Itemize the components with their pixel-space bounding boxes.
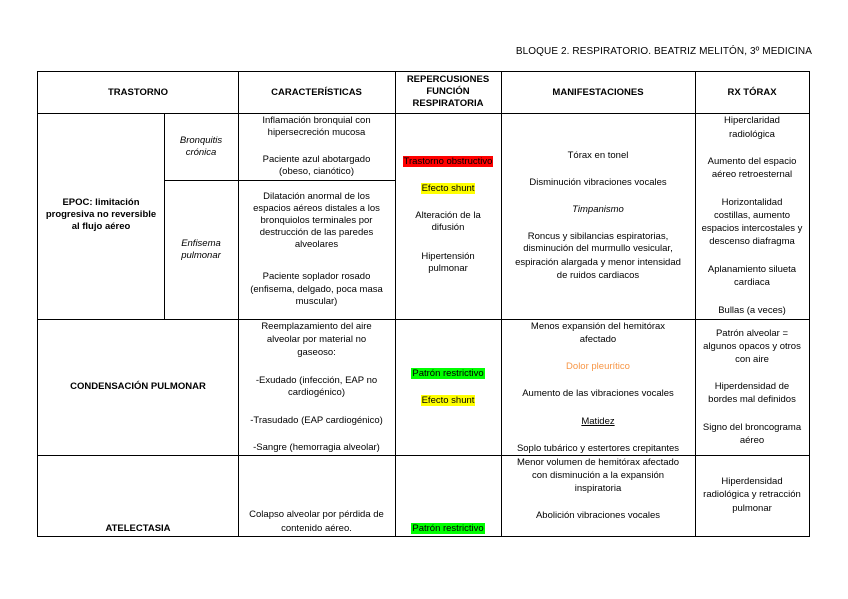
atelectasia-car: Colapso alveolar por pérdida de <box>249 509 384 520</box>
atelectasia-rx: radiológica y retracción <box>703 489 801 500</box>
enfisema-name: Enfisema <box>181 238 221 249</box>
col-header-rx: RX TÓRAX <box>727 87 777 98</box>
condensacion-man-matidez: Matidez <box>581 416 615 427</box>
epoc-name: al flujo aéreo <box>71 221 131 232</box>
epoc-name: progresiva no reversible <box>45 209 157 220</box>
epoc-rep: Alteración de la <box>415 210 481 221</box>
atelectasia-man: inspiratoria <box>574 483 622 494</box>
highlight-green: Patrón restrictivo <box>412 368 484 379</box>
epoc-rx: radiológica <box>729 129 775 140</box>
condensacion-car: -Trasudado (EAP cardiogénico) <box>250 415 383 426</box>
bronquitis-car: Paciente azul abotargado <box>262 154 371 165</box>
enfisema-car: muscular) <box>295 296 338 307</box>
epoc-man: Tórax en tonel <box>567 150 629 161</box>
atelectasia-rx: Hiperdensidad <box>721 476 783 487</box>
epoc-rx: Horizontalidad <box>721 197 783 208</box>
enfisema-car: (enfisema, delgado, poca masa <box>250 284 383 295</box>
epoc-name: EPOC: limitación <box>62 197 140 208</box>
condensacion-man-pleuritico: Dolor pleurítico <box>566 361 630 372</box>
condensacion-rx: Hiperdensidad de <box>714 381 790 392</box>
enfisema-car: Dilatación anormal de los <box>263 191 370 202</box>
epoc-rx: Bullas (a veces) <box>718 305 786 316</box>
enfisema-car: destrucción de las paredes <box>259 227 374 238</box>
condensacion-rep <box>395 368 501 380</box>
highlight-yellow: Efecto shunt <box>421 395 475 406</box>
epoc-rep: difusión <box>431 222 465 233</box>
epoc-man: espiración alargada y menor intensidad <box>515 257 681 268</box>
enfisema-car: espacios aéreos distales a los <box>253 203 380 214</box>
epoc-rx: espacios intercostales y <box>701 223 803 234</box>
condensacion-rx: bordes mal definidos <box>708 394 796 405</box>
atelectasia-man: Menor volumen de hemitórax afectado <box>516 457 680 468</box>
epoc-rx: Hiperclaridad <box>724 115 780 126</box>
atelectasia-man: con disminución a la expansión <box>531 470 665 481</box>
epoc-rx: aéreo retroesternal <box>711 169 793 180</box>
atelectasia-name: ATELECTASIA <box>105 523 171 534</box>
atelectasia-rep <box>395 523 501 535</box>
condensacion-rep <box>395 395 501 407</box>
page-header: BLOQUE 2. RESPIRATORIO. BEATRIZ MELITÓN, 3º MEDICINA <box>515 46 812 57</box>
epoc-rep: Hipertensión <box>421 251 475 262</box>
condensacion-man: Soplo tubárico y estertores crepitantes <box>516 443 680 454</box>
pathology-table <box>37 71 810 537</box>
condensacion-rx: algunos opacos y otros <box>703 341 801 352</box>
col-header-repercusiones-1: REPERCUSIONES <box>406 74 490 85</box>
highlight-yellow: Efecto shunt <box>421 183 475 194</box>
condensacion-name: CONDENSACIÓN PULMONAR <box>70 381 206 392</box>
epoc-man: disminución del murmullo vesicular, <box>523 243 673 254</box>
col-header-manifestaciones: MANIFESTACIONES <box>552 87 644 98</box>
bronquitis-name: Bronquitis <box>179 135 223 146</box>
epoc-man: Timpanismo <box>572 204 624 215</box>
enfisema-name: pulmonar <box>181 250 221 261</box>
atelectasia-man: Abolición vibraciones vocales <box>535 510 661 521</box>
epoc-rx: descenso diafragma <box>709 236 795 247</box>
col-header-caracteristicas: CARACTERÍSTICAS <box>271 87 362 98</box>
enfisema-car: alveolares <box>294 239 339 250</box>
bronquitis-car: (obeso, cianótico) <box>279 166 354 177</box>
condensacion-rx: Signo del broncograma <box>702 422 802 433</box>
epoc-rx: cardiaca <box>734 277 770 288</box>
condensacion-man: Menos expansión del hemitórax <box>530 321 666 332</box>
atelectasia-car: contenido aéreo. <box>281 523 352 534</box>
epoc-rx: costillas, aumento <box>713 210 791 221</box>
condensacion-man: afectado <box>579 334 617 345</box>
epoc-rep: pulmonar <box>428 263 468 274</box>
condensacion-car: cardiogénico) <box>287 387 346 398</box>
epoc-rep <box>395 156 501 168</box>
epoc-rx: Aumento del espacio <box>707 156 797 167</box>
bronquitis-car: Inflamación bronquial con <box>262 115 371 126</box>
bronquitis-name: crónica <box>185 147 217 158</box>
epoc-rx: Aplanamiento silueta <box>707 264 797 275</box>
condensacion-car: -Exudado (infección, EAP no <box>255 375 378 386</box>
condensacion-car: -Sangre (hemorragia alveolar) <box>253 442 380 453</box>
epoc-man: de ruidos cardiacos <box>556 270 640 281</box>
condensacion-car: alveolar por material no <box>266 334 367 345</box>
condensacion-rx: con aire <box>735 354 769 365</box>
condensacion-rx: Patrón alveolar = <box>715 328 789 339</box>
atelectasia-rx: pulmonar <box>732 503 772 514</box>
highlight-red: Trastorno obstructivo <box>403 156 493 167</box>
epoc-man: Disminución vibraciones vocales <box>529 177 667 188</box>
highlight-green: Patrón restrictivo <box>412 523 484 534</box>
condensacion-car: Reemplazamiento del aire <box>261 321 372 332</box>
condensacion-car: gaseoso: <box>297 347 336 358</box>
col-header-trastorno: TRASTORNO <box>108 87 168 98</box>
enfisema-car: bronquiolos terminales por <box>260 215 373 226</box>
condensacion-rx: aéreo <box>739 435 765 446</box>
condensacion-man: Aumento de las vibraciones vocales <box>522 388 674 399</box>
enfisema-car: Paciente soplador rosado <box>262 271 371 282</box>
col-header-repercusiones-3: RESPIRATORIA <box>412 98 484 109</box>
col-header-repercusiones-2: FUNCIÓN <box>426 86 470 97</box>
epoc-rep <box>395 183 501 195</box>
epoc-man: Roncus y sibilancias espiratorias, <box>527 231 669 242</box>
bronquitis-car: hipersecreción mucosa <box>267 127 366 138</box>
